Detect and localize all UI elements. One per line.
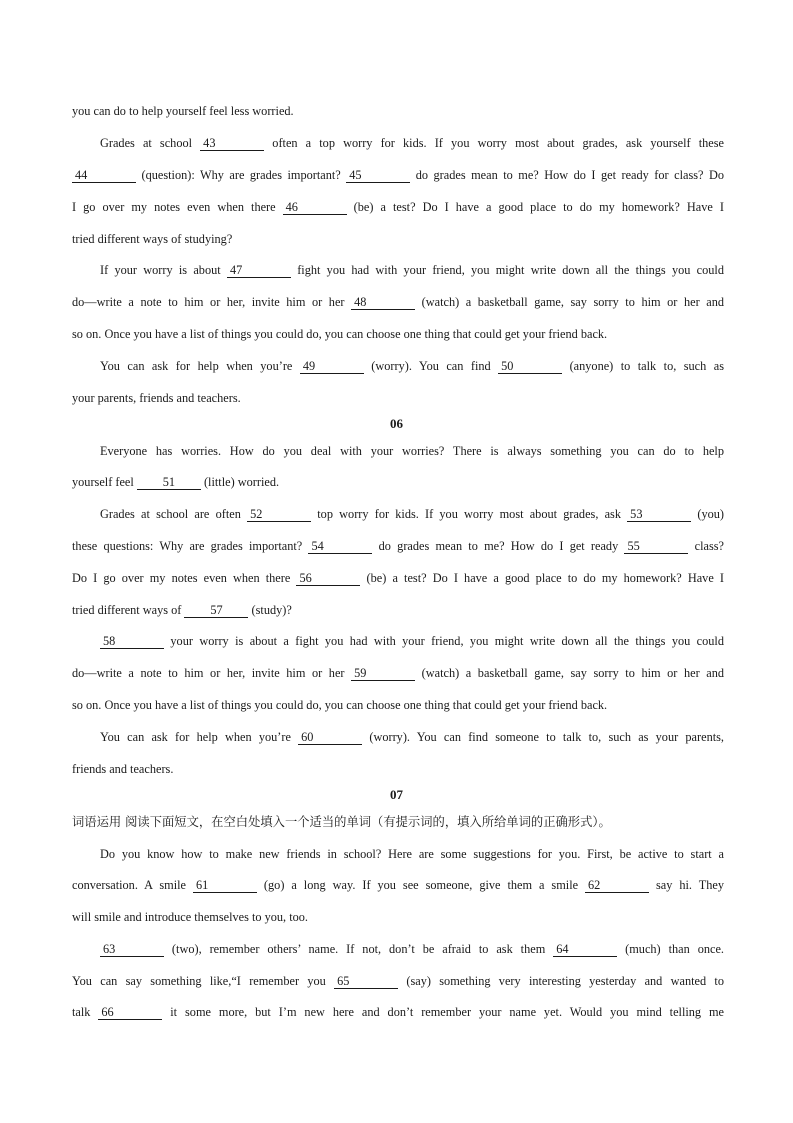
passage-line (72, 602, 724, 618)
answer-blank[interactable]: 53 (627, 508, 691, 522)
answer-blank[interactable]: 59 (351, 667, 415, 681)
passage-text: so on. Once you have a list of things you could do, you can choose one thing that could get your friend back. (72, 698, 608, 712)
passage-text: (you) (691, 507, 725, 521)
answer-blank[interactable]: 57 (184, 604, 248, 618)
passage-line (72, 697, 724, 713)
passage-text: 词语运用 阅读下面短文，在空白处填入一个适当的单词（有提示词的，填入所给单词的正确形式）。 (72, 815, 611, 829)
passage-line (100, 633, 724, 649)
answer-blank[interactable]: 47 (227, 264, 291, 278)
passage-text: You can ask for help when you’re (100, 730, 299, 744)
answer-blank[interactable]: 50 (498, 360, 562, 374)
passage-text: You can say something like,“I remember you (72, 974, 335, 988)
passage-text: will smile and introduce themselves to you, too. (72, 910, 308, 924)
passage-line (100, 135, 724, 151)
passage-text: it some more, but I’m new here and don’t remember your name yet. Would you mind telling me (162, 1005, 725, 1019)
passage-text: Grades at school (100, 136, 201, 150)
passage-line (72, 877, 724, 893)
passage-text: top worry for kids. If you worry most about grades, ask (311, 507, 628, 521)
passage-text: friends and teachers. (72, 762, 174, 776)
passage-line (72, 973, 724, 989)
answer-blank[interactable]: 45 (346, 169, 410, 183)
passage-line (100, 358, 724, 374)
passage-text: (watch) a basketball game, say sorry to him or her and (415, 666, 724, 680)
section-number: 07 (390, 787, 403, 802)
passage-text: (little) worried. (200, 475, 280, 489)
passage-text: Grades at school are often (100, 507, 248, 521)
passage-line (72, 570, 724, 586)
passage-text: (say) something very interesting yesterday and wanted to (398, 974, 724, 988)
passage-text: (go) a long way. If you see someone, give them a smile (256, 878, 586, 892)
passage-text: (much) than once. (617, 942, 724, 956)
passage-text: (worry). You can find someone to talk to, such as your parents, (362, 730, 724, 744)
passage-line (72, 199, 724, 215)
answer-blank[interactable]: 49 (300, 360, 364, 374)
passage-text: (be) a test? Do I have a good place to do my homework? Have I (346, 200, 724, 214)
answer-blank[interactable]: 58 (100, 635, 164, 649)
passage-text: (anyone) to talk to, such as (562, 359, 724, 373)
passage-text: You can ask for help when you’re (100, 359, 300, 373)
passage-text: I go over my notes even when there (72, 200, 283, 214)
passage-line (100, 846, 724, 862)
passage-line (100, 506, 724, 522)
answer-blank[interactable]: 52 (247, 508, 311, 522)
passage-text: do—write a note to him or her, invite him or her (72, 295, 352, 309)
passage-text: do grades mean to me? How do I get ready (372, 539, 625, 553)
answer-blank[interactable]: 55 (624, 540, 688, 554)
passage-text: tried different ways of studying? (72, 232, 233, 246)
passage-line (100, 729, 724, 745)
passage-line (72, 474, 724, 490)
passage-line (100, 443, 724, 459)
section-instruction (72, 814, 724, 830)
passage-text: do—write a note to him or her, invite him or her (72, 666, 352, 680)
passage-text: Everyone has worries. How do you deal with your worries? There is always something you can do to help (100, 444, 724, 458)
passage-line (72, 665, 724, 681)
passage-line (72, 231, 724, 247)
passage-text: you can do to help yourself feel less worried. (72, 104, 294, 118)
passage-text: fight you had with your friend, you might write down all the things you could (290, 263, 724, 277)
passage-line (72, 294, 724, 310)
passage-text: your worry is about a fight you had with your friend, you might write down all the things you could (164, 634, 724, 648)
passage-text: so on. Once you have a list of things you could do, you can choose one thing that could get your friend back. (72, 327, 608, 341)
passage-line (72, 761, 724, 777)
passage-text: (watch) a basketball game, say sorry to him or her and (415, 295, 724, 309)
passage-line (72, 103, 724, 119)
passage-text: do grades mean to me? How do I get ready for class? Do (410, 168, 724, 182)
passage-line (100, 262, 724, 278)
answer-blank[interactable]: 60 (298, 731, 362, 745)
passage-text: talk (72, 1005, 99, 1019)
answer-blank[interactable]: 62 (585, 879, 649, 893)
answer-blank[interactable]: 64 (553, 943, 617, 957)
passage-text: say hi. They (649, 878, 724, 892)
passage-text: these questions: Why are grades important? (72, 539, 309, 553)
passage-text: (question): Why are grades important? (136, 168, 347, 182)
passage-text: Do I go over my notes even when there (72, 571, 297, 585)
answer-blank[interactable]: 66 (98, 1006, 162, 1020)
passage-line (100, 941, 724, 957)
answer-blank[interactable]: 61 (193, 879, 257, 893)
passage-line (72, 326, 724, 342)
passage-text: your parents, friends and teachers. (72, 391, 241, 405)
passage-text: conversation. A smile (72, 878, 193, 892)
passage-line (72, 390, 724, 406)
section-number: 06 (390, 416, 403, 431)
answer-blank[interactable]: 51 (137, 476, 201, 490)
passage-line (72, 1004, 724, 1020)
passage-line (72, 909, 724, 925)
passage-text: (be) a test? Do I have a good place to do my homework? Have I (360, 571, 724, 585)
answer-blank[interactable]: 44 (72, 169, 136, 183)
passage-text: often a top worry for kids. If you worry most about grades, ask yourself these (264, 136, 725, 150)
passage-text: (two), remember others’ name. If not, don’t be afraid to ask them (164, 942, 554, 956)
answer-blank[interactable]: 65 (334, 975, 398, 989)
passage-text: Do you know how to make new friends in school? Here are some suggestions for you. First, be active to start a (100, 847, 724, 861)
answer-blank[interactable]: 63 (100, 943, 164, 957)
answer-blank[interactable]: 56 (296, 572, 360, 586)
passage-text: If your worry is about (100, 263, 227, 277)
answer-blank[interactable]: 54 (308, 540, 372, 554)
passage-text: tried different ways of (72, 603, 185, 617)
passage-line (72, 167, 724, 183)
answer-blank[interactable]: 48 (351, 296, 415, 310)
passage-line (72, 538, 724, 554)
answer-blank[interactable]: 43 (200, 137, 264, 151)
answer-blank[interactable]: 46 (283, 201, 347, 215)
passage-text: (worry). You can find (363, 359, 499, 373)
passage-text: class? (688, 539, 725, 553)
passage-text: (study)? (248, 603, 292, 617)
passage-text: yourself feel (72, 475, 137, 489)
